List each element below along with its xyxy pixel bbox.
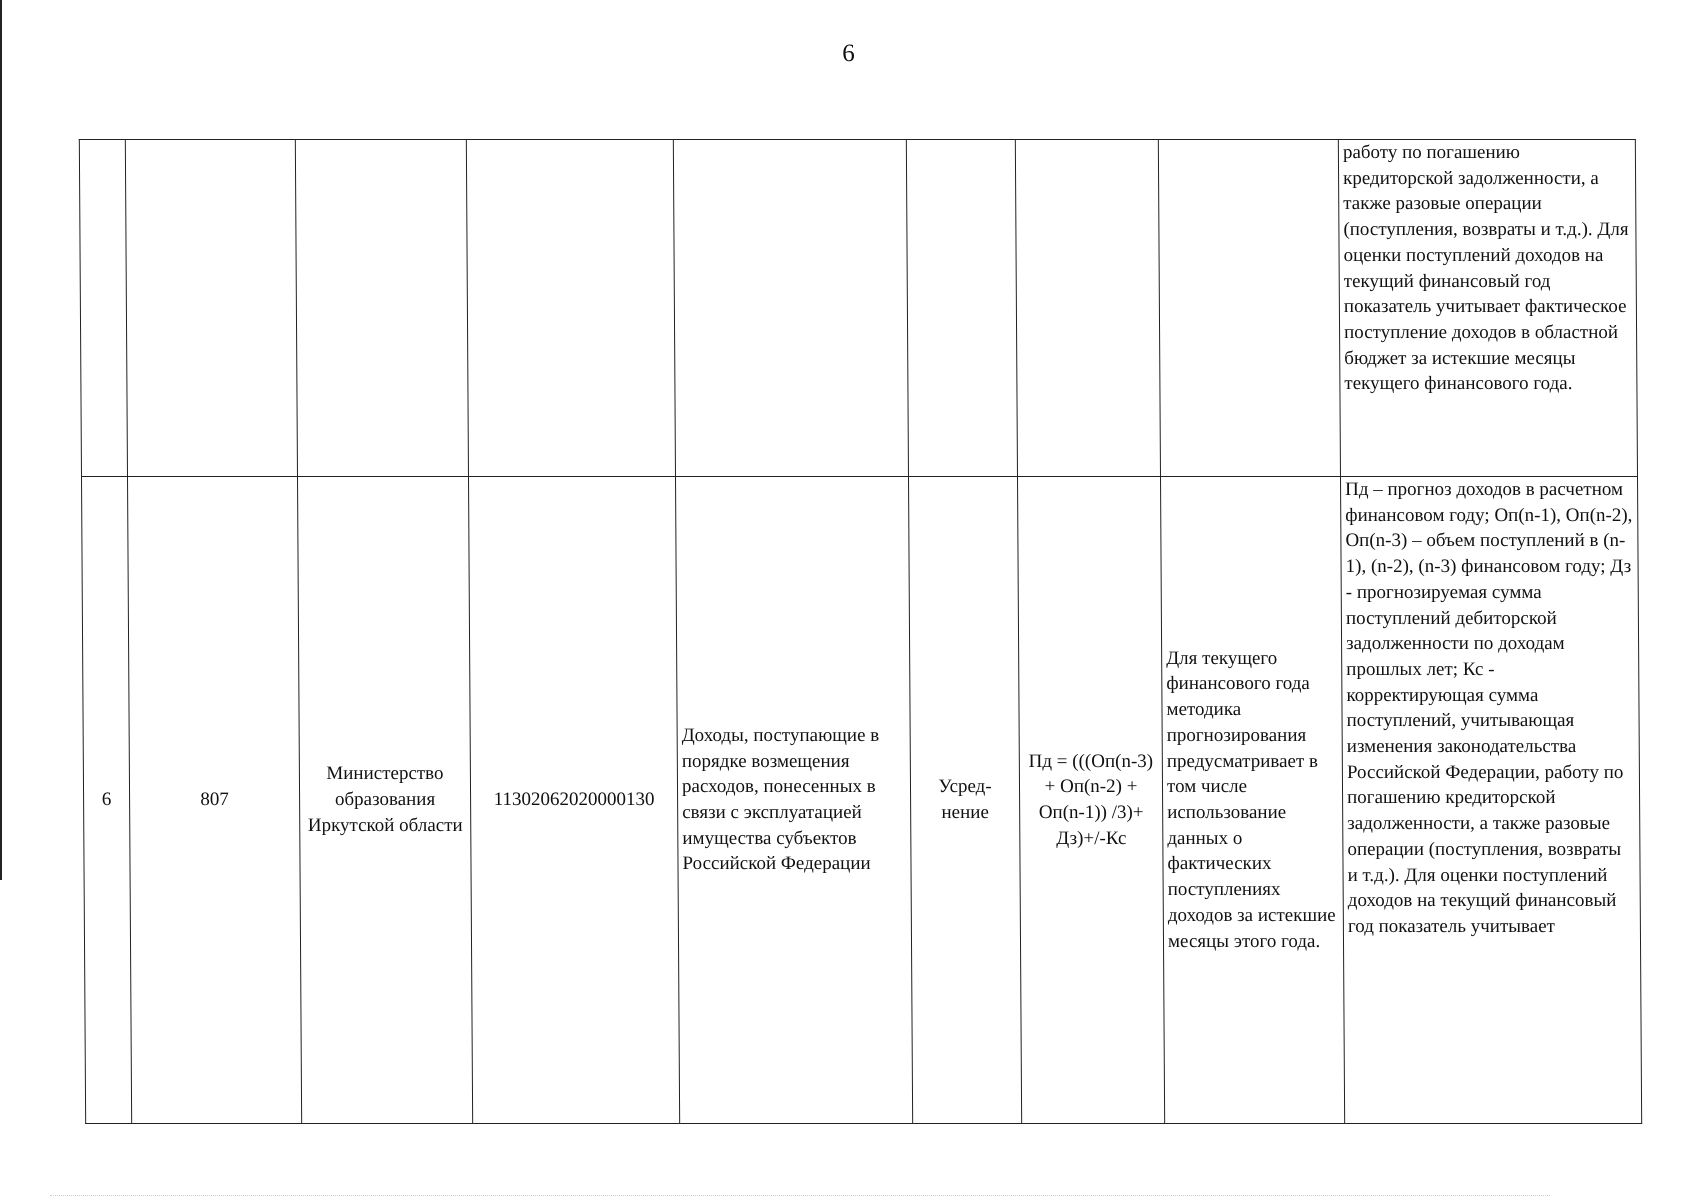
cell-description-continuation: работу по погашению кредиторской задолженности, а также разовые операции (поступления, возвраты и т.д.). Для оценки поступлений доходов на текущий финансовый год показатель учитывает фактическое поступление доходов в областной бюджет за истекшие месяцы текущего финансового года.: [1338, 140, 1637, 477]
cell-method-empty: [906, 140, 1017, 477]
cell-method: Усред-нение: [908, 477, 1021, 1124]
page-number: 6: [842, 40, 855, 67]
scan-left-edge: [0, 0, 2, 880]
cell-kbk-empty: [466, 140, 675, 477]
cell-admin-code: 807: [127, 477, 301, 1124]
cell-note-empty: [1158, 140, 1340, 477]
cell-formula-empty: [1015, 140, 1160, 477]
cell-administrator: Министерство образования Иркутской области: [297, 477, 472, 1124]
cell-row-number: 6: [81, 477, 131, 1124]
cell-admin-code-empty: [125, 140, 297, 477]
table-row-continuation: [79, 140, 1637, 477]
cell-note: Для текущего финансового года методика прогнозирования предусматривает в том числе использование данных о фактических поступлениях доходов за истекшие месяцы этого года.: [1160, 477, 1344, 1124]
table-row: [81, 477, 1641, 1124]
scan-dust: [50, 1195, 1550, 1198]
cell-description: Пд – прогноз доходов в расчетном финансовом году; Оп(n-1), Оп(n-2), Оп(n-3) – объем поступлений в (n-1), (n-2), (n-3) финансовом году; Дз - прогнозируемая сумма поступлений дебиторской задолженности по доходам прошлых лет; Кс - корректирующая сумма поступлений, учитывающая изменения законодательства Российской Федерации, работу по погашению кредиторской задолженности, а также разовые операции (поступления, возвраты и т.д.). Для оценки поступлений доходов на текущий финансовый год показатель учитывает: [1340, 477, 1641, 1124]
methodology-table: [79, 139, 1642, 1124]
cell-kbk: 11302062020000130: [468, 477, 679, 1124]
cell-income-name: Доходы, поступающие в порядке возмещения расходов, понесенных в связи с эксплуатацией имущества субъектов Российской Федерации: [675, 477, 912, 1124]
cell-income-name-empty: [673, 140, 908, 477]
cell-number-empty: [79, 140, 127, 477]
cell-formula: Пд = (((Оп(n-3) + Оп(n-2) + Оп(n-1)) /3)+ Дз)+/-Кс: [1017, 477, 1164, 1124]
cell-administrator-empty: [295, 140, 468, 477]
